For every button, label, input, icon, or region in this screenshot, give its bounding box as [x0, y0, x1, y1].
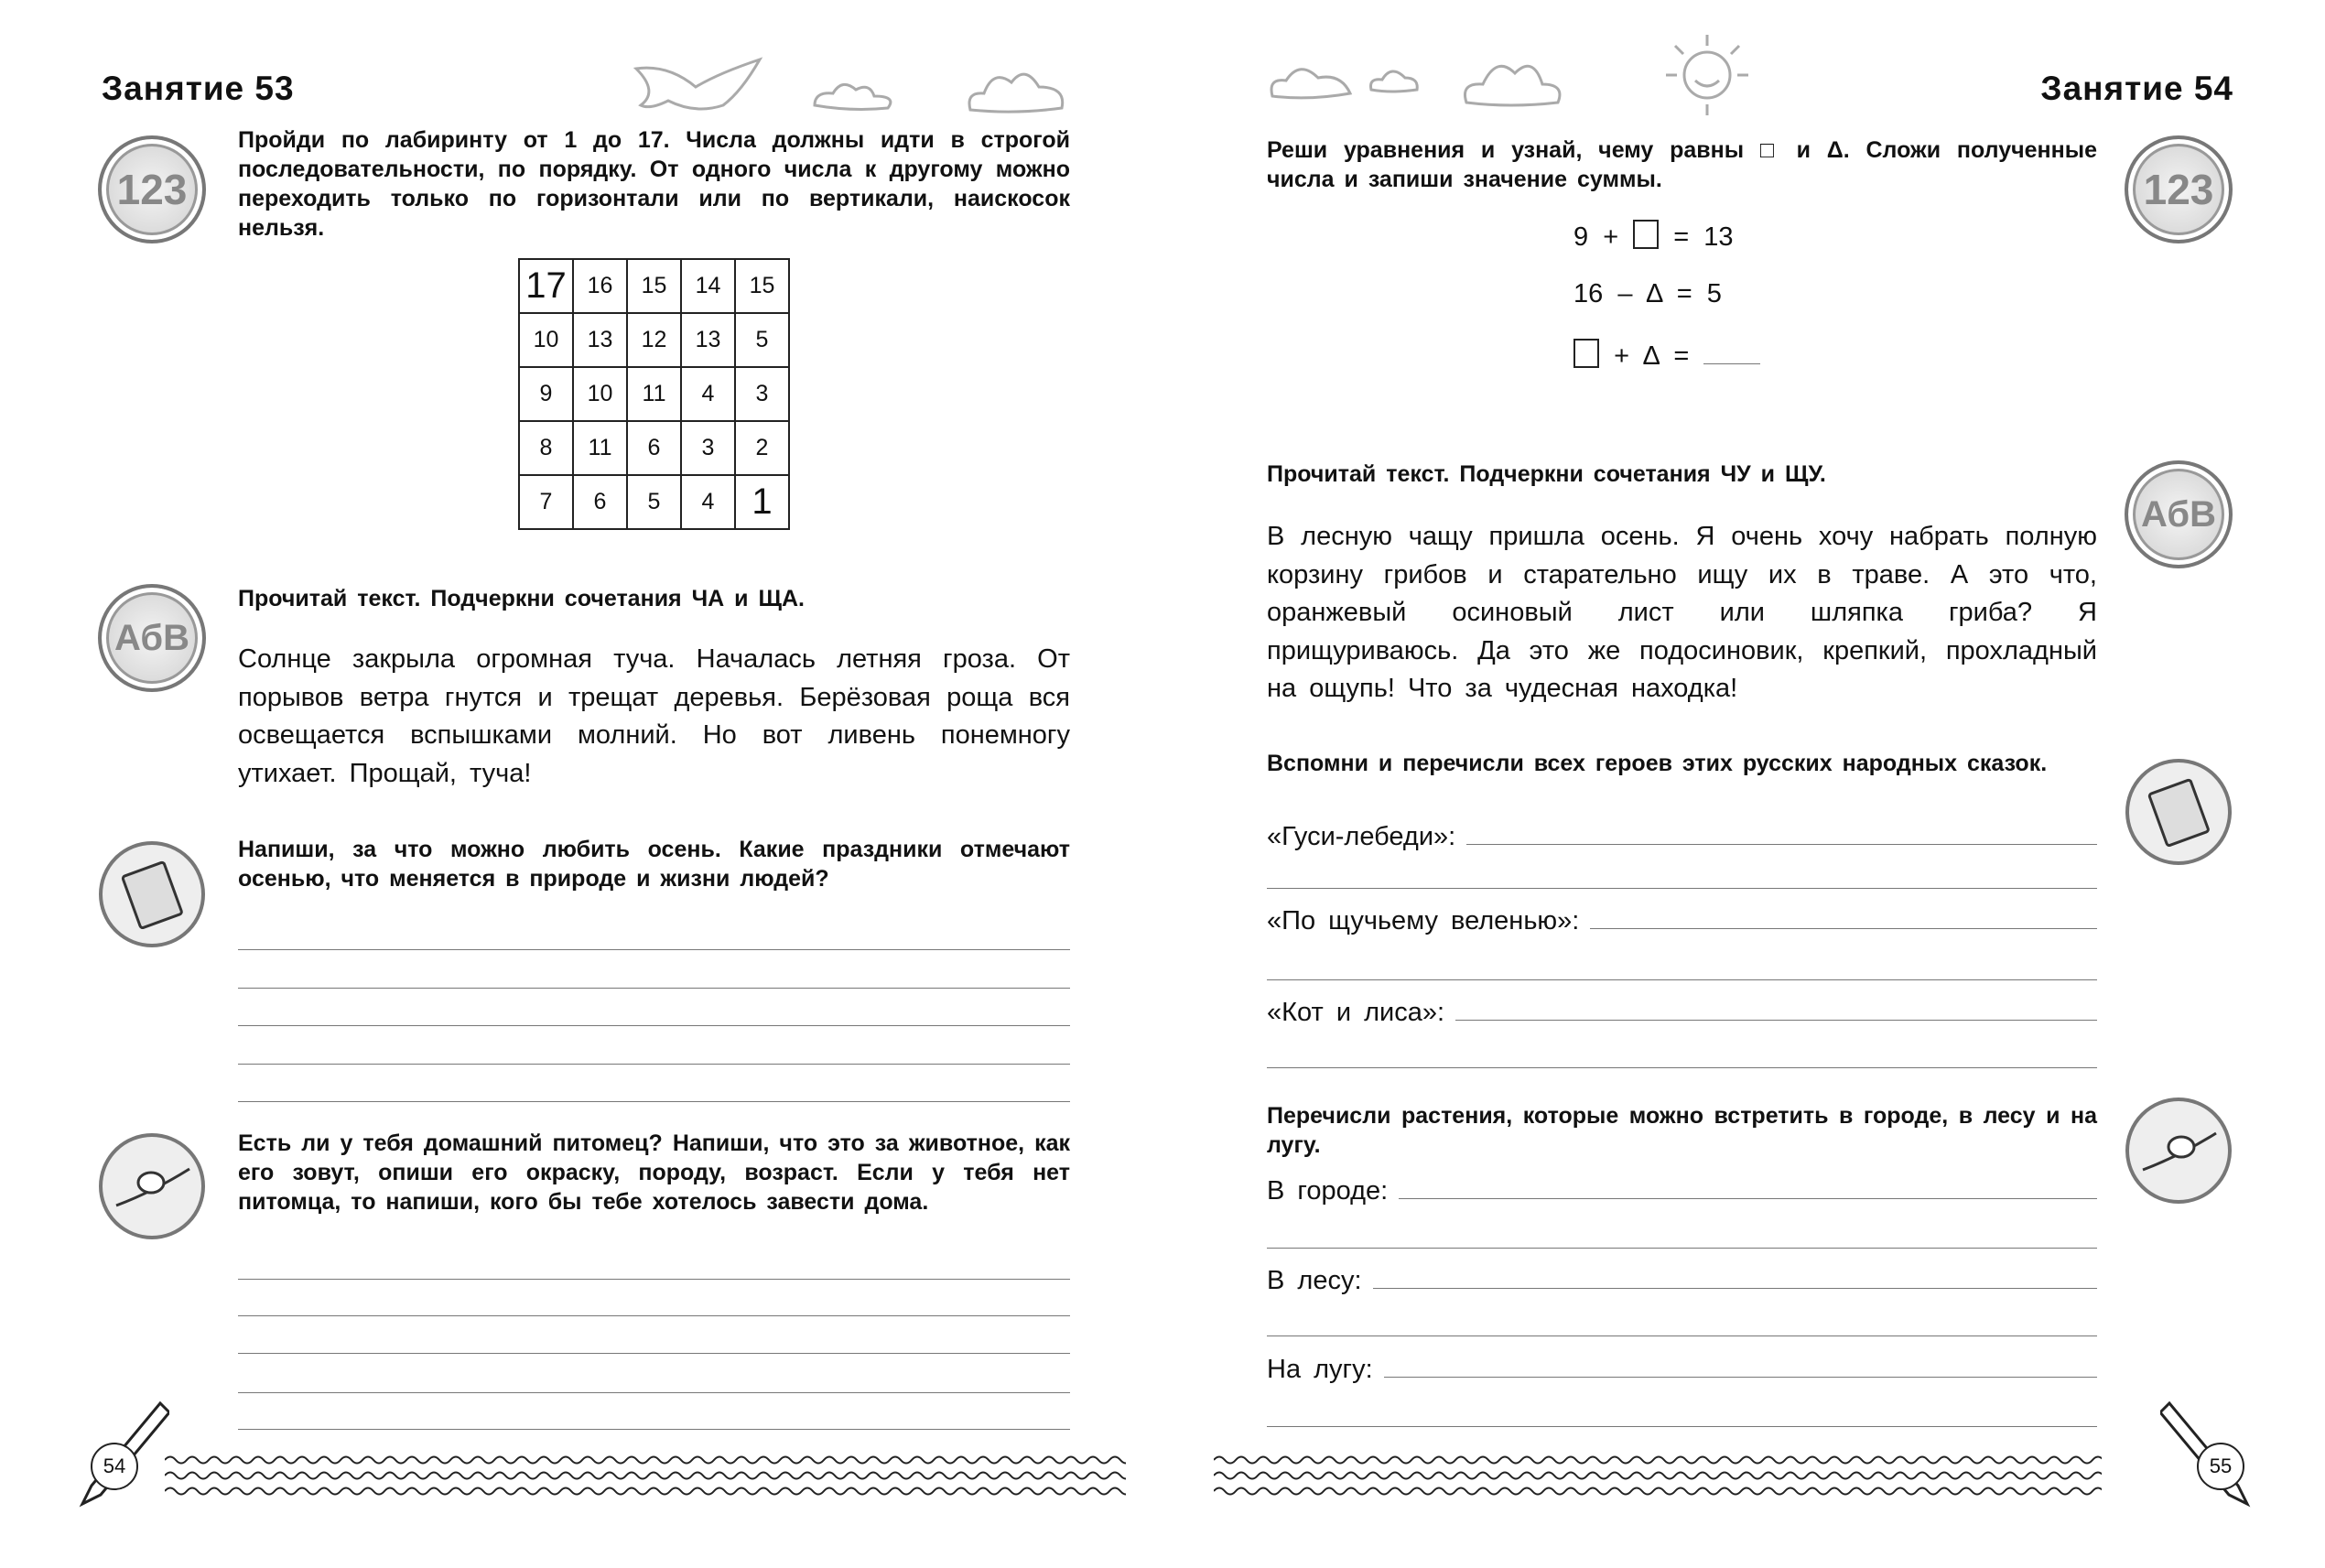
math-badge-icon: 123 — [98, 135, 206, 243]
maze-cell[interactable]: 15 — [627, 259, 681, 313]
bird-and-clouds-decoration — [632, 55, 1098, 124]
triangle-unknown: Δ — [1642, 341, 1660, 371]
alphabet-badge-icon: АбВ — [98, 584, 206, 692]
answer-line[interactable] — [238, 1101, 1070, 1102]
maze-cell[interactable]: 11 — [627, 367, 681, 421]
tale-field-3 — [1267, 998, 2097, 1028]
book-badge-icon — [98, 840, 206, 948]
eq-result: 13 — [1703, 222, 1734, 252]
answer-line[interactable] — [238, 1279, 1070, 1280]
reading-text: Солнце закрыла огромная туча. Началась летняя гроза. От порывов ветра гнутся и трещат деревья. Берёзовая роща вся освещается вспышками молний. Но вот ливень понемногу утихает. Прощай, туча! — [238, 644, 1070, 788]
wave-line — [165, 1488, 1126, 1495]
lesson-title-53: Занятие 53 — [102, 70, 295, 107]
task-read-text: Прочитай текст. Подчеркни сочетания ЧА и ЩА. — [238, 586, 805, 611]
maze-cell[interactable]: 10 — [573, 367, 627, 421]
answer-line[interactable] — [1267, 1067, 2097, 1068]
answer-line[interactable] — [238, 1064, 1070, 1065]
place-label: На лугу: — [1267, 1355, 1373, 1384]
answer-line[interactable] — [1373, 1288, 2097, 1289]
maze-cell[interactable]: 11 — [573, 421, 627, 475]
tale-field-1 — [1267, 822, 2097, 852]
task-equations: Реши уравнения и узнай, чему равны □ и Δ. Сложи полученные числа и запиши значение суммы. — [1267, 137, 2097, 192]
book-badge-icon — [2125, 758, 2233, 866]
maze-cell[interactable]: 3 — [681, 421, 735, 475]
eq-operator: + — [1614, 341, 1629, 371]
maze-cell[interactable]: 5 — [627, 475, 681, 529]
answer-line[interactable] — [238, 1392, 1070, 1393]
answer-line[interactable] — [238, 949, 1070, 950]
maze-cell[interactable]: 4 — [681, 367, 735, 421]
eq-equals: = — [1673, 222, 1690, 252]
maze-row — [519, 421, 789, 475]
maze-cell[interactable]: 8 — [519, 421, 573, 475]
tale-label: «По щучьему веленью»: — [1267, 906, 1580, 935]
maze-cell[interactable]: 1 — [735, 475, 789, 529]
equation-2 — [1573, 279, 1722, 309]
maze-cell[interactable]: 16 — [573, 259, 627, 313]
maze-cell[interactable]: 12 — [627, 313, 681, 367]
maze-row — [519, 367, 789, 421]
answer-line[interactable] — [1455, 1020, 2097, 1021]
maze-cell[interactable]: 6 — [627, 421, 681, 475]
tale-label: «Кот и лиса»: — [1267, 998, 1445, 1027]
task-read-text: Прочитай текст. Подчеркни сочетания ЧУ и ЩУ. — [1267, 461, 1826, 487]
task-autumn: Напиши, за что можно любить осень. Какие праздники отмечают осенью, что меняется в природе и жизни людей? — [238, 837, 1070, 892]
maze-cell[interactable]: 3 — [735, 367, 789, 421]
equation-1 — [1573, 220, 1734, 253]
wave-border-decoration — [1214, 1451, 2102, 1501]
tale-field-2 — [1267, 906, 2097, 936]
plant-field-meadow — [1267, 1355, 2097, 1385]
reading-text: В лесную чащу пришла осень. Я очень хочу набрать полную корзину грибов и старательно ищу их в траве. А это что, оранжевый осиновый лист или шляпка гриба? Я прищуриваюсь. Да это же подосиновик, крепкий, прохладный на ощупь! Что за чудесная находка! — [1267, 522, 2097, 703]
answer-line[interactable] — [238, 1025, 1070, 1026]
wave-line — [1214, 1473, 2102, 1479]
answer-line[interactable] — [1267, 979, 2097, 980]
eq-number: 9 — [1573, 222, 1589, 252]
maze-cell[interactable]: 17 — [519, 259, 573, 313]
alphabet-badge-icon: АбВ — [2125, 460, 2233, 568]
eq-operator: + — [1603, 222, 1619, 252]
wave-line — [1214, 1488, 2102, 1495]
lesson-title-54: Занятие 54 — [2040, 70, 2233, 107]
page-number: 55 — [2197, 1443, 2244, 1490]
plant-field-forest — [1267, 1266, 2097, 1296]
bird-branch-badge-icon — [98, 1132, 206, 1240]
maze-cell[interactable]: 10 — [519, 313, 573, 367]
wave-line — [1214, 1457, 2102, 1464]
clouds-and-sun-decoration — [1263, 27, 1776, 119]
square-unknown-icon — [1633, 220, 1659, 249]
sum-answer-blank[interactable] — [1703, 363, 1760, 364]
answer-line[interactable] — [1267, 1426, 2097, 1427]
triangle-unknown: Δ — [1645, 279, 1662, 308]
answer-line[interactable] — [1267, 1248, 2097, 1249]
answer-line[interactable] — [1590, 928, 2097, 929]
plant-field-city — [1267, 1176, 2097, 1206]
eq-equals: = — [1676, 279, 1692, 308]
maze-cell[interactable]: 13 — [573, 313, 627, 367]
maze-cell[interactable]: 6 — [573, 475, 627, 529]
maze-cell[interactable]: 15 — [735, 259, 789, 313]
answer-line[interactable] — [1466, 844, 2097, 845]
task-fairy-tales: Вспомни и перечисли всех героев этих русских народных сказок. — [1267, 751, 2048, 776]
square-unknown-icon — [1573, 339, 1599, 368]
eq-result: 5 — [1706, 279, 1722, 308]
answer-line[interactable] — [1399, 1198, 2097, 1199]
answer-line[interactable] — [238, 1315, 1070, 1316]
eq-equals: = — [1673, 341, 1690, 371]
maze-cell[interactable]: 4 — [681, 475, 735, 529]
tale-label: «Гуси-лебеди»: — [1267, 822, 1456, 851]
wave-border-decoration — [165, 1451, 1126, 1501]
math-badge-icon: 123 — [2125, 135, 2233, 243]
bird-branch-badge-icon — [2125, 1097, 2233, 1205]
task-maze-instructions: Пройди по лабиринту от 1 до 17. Числа должны идти в строгой последовательности, по порядку. От одного числа к другому можно переходить только по горизонтали или по вертикали, наискосок нельзя. — [238, 127, 1070, 241]
wave-line — [165, 1457, 1126, 1464]
eq-operator: – — [1617, 279, 1633, 308]
maze-cell[interactable]: 5 — [735, 313, 789, 367]
equation-3 — [1573, 339, 1760, 372]
maze-cell[interactable]: 7 — [519, 475, 573, 529]
maze-row — [519, 259, 789, 313]
maze-row — [519, 313, 789, 367]
page-number: 54 — [91, 1443, 138, 1490]
eq-number: 16 — [1573, 279, 1604, 308]
answer-line[interactable] — [238, 988, 1070, 989]
answer-line[interactable] — [1267, 888, 2097, 889]
task-plants: Перечисли растения, которые можно встретить в городе, в лесу и на лугу. — [1267, 1103, 2097, 1158]
place-label: В лесу: — [1267, 1266, 1362, 1295]
place-label: В городе: — [1267, 1176, 1389, 1206]
maze-row — [519, 475, 789, 529]
wave-line — [165, 1473, 1126, 1479]
maze-cell[interactable]: 13 — [681, 313, 735, 367]
maze-cell[interactable]: 14 — [681, 259, 735, 313]
answer-line[interactable] — [1384, 1377, 2097, 1378]
maze-grid — [518, 258, 790, 530]
task-pet: Есть ли у тебя домашний питомец? Напиши, что это за животное, как его зовут, опиши его окраску, породу, возраст. Если у тебя нет питомца, то напиши, кого бы тебе хотелось завести дома. — [238, 1130, 1070, 1215]
maze-cell[interactable]: 2 — [735, 421, 789, 475]
answer-line[interactable] — [238, 1353, 1070, 1354]
maze-cell[interactable]: 9 — [519, 367, 573, 421]
answer-line[interactable] — [238, 1429, 1070, 1430]
